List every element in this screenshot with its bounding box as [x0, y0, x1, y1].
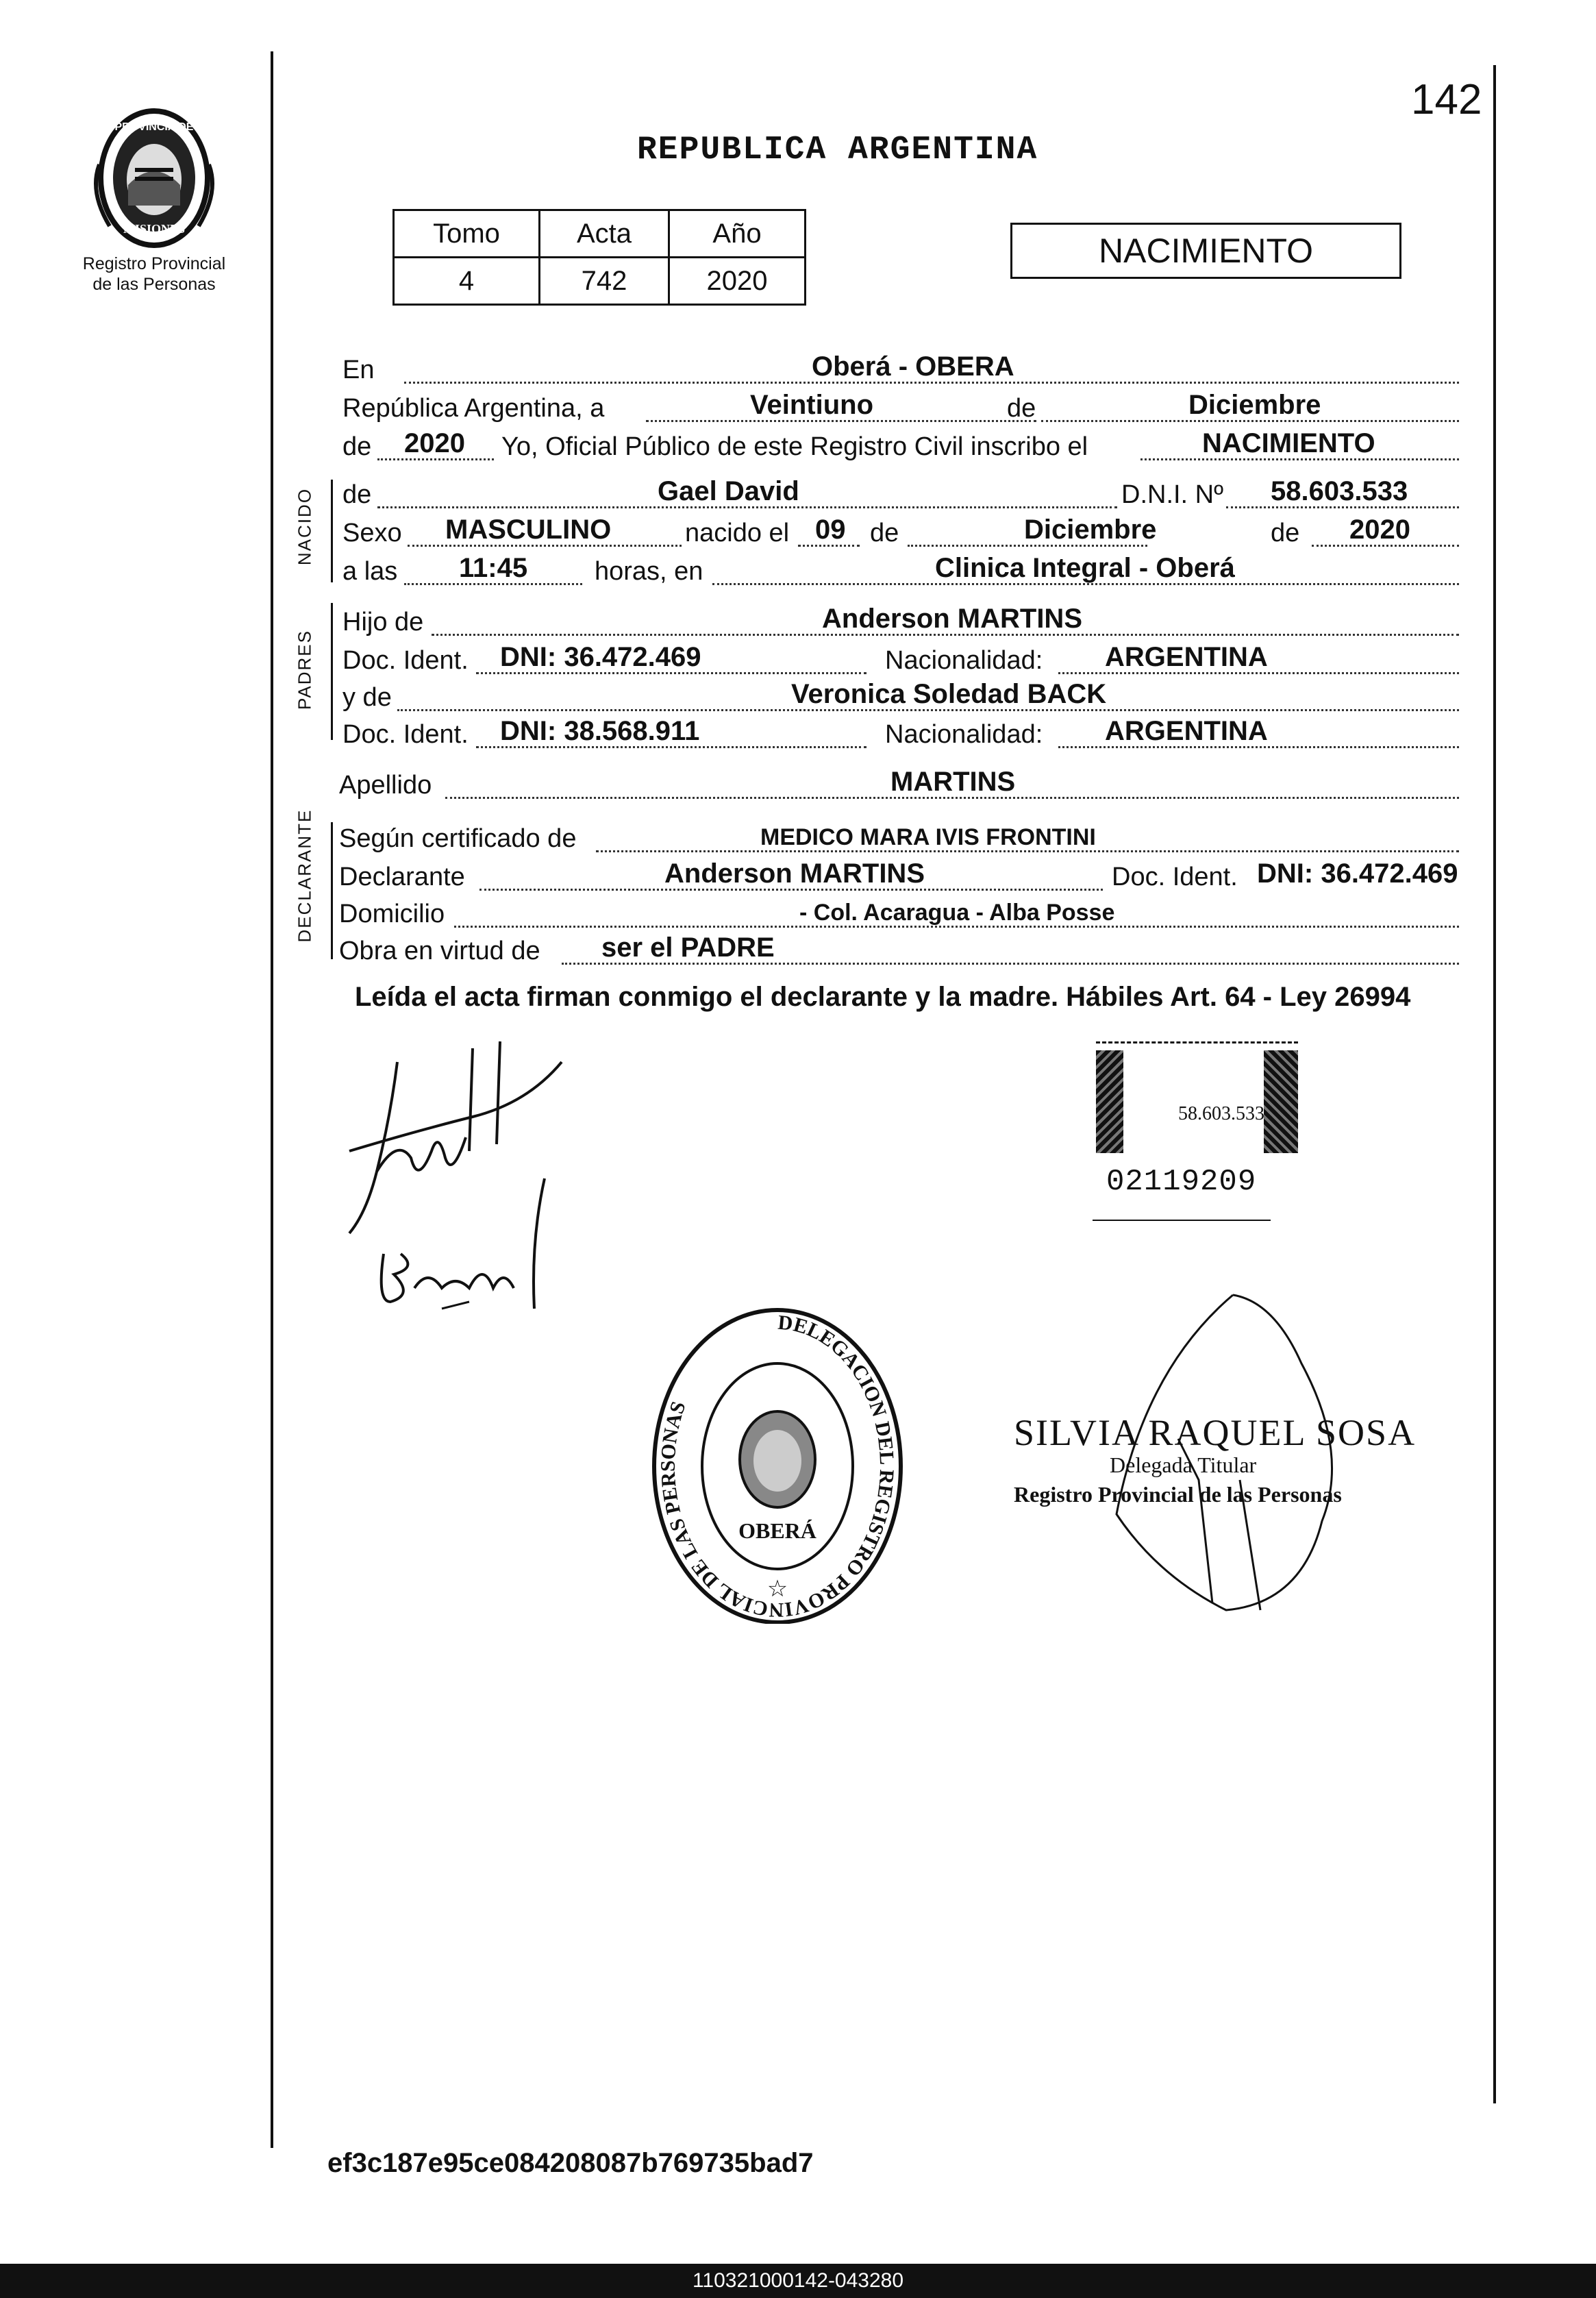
label-de: de	[1007, 394, 1036, 423]
row-obra	[339, 930, 1462, 969]
label-a-las: a las	[342, 557, 398, 586]
row-declarante	[339, 856, 1462, 895]
row-republica	[339, 388, 1462, 426]
label-horas: horas, en	[595, 557, 703, 586]
value-apellido: MARTINS	[890, 767, 1016, 797]
label-nacionalidad-2: Nacionalidad:	[885, 720, 1043, 749]
row-father-doc	[339, 640, 1462, 678]
ref-value-ano: 2020	[669, 258, 806, 305]
fingerprint-underline	[1093, 1220, 1271, 1221]
value-inscribo: NACIMIENTO	[1202, 428, 1375, 458]
value-name: Gael David	[658, 476, 799, 506]
document-hash: ef3c187e95ce084208087b769735bad7	[327, 2148, 814, 2178]
value-dni: 58.603.533	[1271, 476, 1408, 506]
value-day: Veintiuno	[750, 390, 873, 420]
left-margin-line	[271, 51, 273, 2148]
nacido-bracket	[331, 480, 333, 582]
row-sexo	[339, 512, 1462, 551]
label-doc-ident-3: Doc. Ident.	[1112, 863, 1238, 891]
label-doc-ident-2: Doc. Ident.	[342, 720, 469, 749]
ref-value-acta: 742	[540, 258, 669, 305]
signatory-org: Registro Provincial de las Personas	[1014, 1482, 1342, 1507]
label-domicilio: Domicilio	[339, 900, 445, 928]
registry-logo	[65, 103, 243, 295]
value-birth-day: 09	[815, 515, 846, 545]
logo-caption-line2: de las Personas	[92, 275, 216, 294]
mother-signature	[366, 1172, 558, 1322]
label-nacido-el: nacido el	[685, 519, 790, 547]
label-republica: República Argentina, a	[342, 394, 605, 423]
fingerprint-code: 02119209	[1106, 1165, 1257, 1199]
label-segun: Según certificado de	[339, 824, 577, 853]
value-en: Oberá - OBERA	[812, 351, 1014, 382]
reference-table	[392, 209, 806, 306]
value-father: Anderson MARTINS	[822, 604, 1082, 634]
logo-caption-line1: Registro Provincial	[82, 254, 226, 273]
label-declarante: Declarante	[339, 863, 465, 891]
row-domicilio	[339, 893, 1462, 932]
value-place: Clinica Integral - Oberá	[935, 553, 1235, 583]
label-sexo: Sexo	[342, 519, 402, 547]
fingerprint-right-mark	[1264, 1050, 1298, 1153]
section-label-declarante: DECLARANTE	[294, 808, 315, 943]
value-year: 2020	[404, 428, 465, 458]
stamp-star-icon: ☆	[766, 1576, 788, 1602]
right-margin-line	[1493, 65, 1496, 2103]
official-stamp	[647, 1302, 908, 1624]
value-sexo: MASCULINO	[445, 515, 612, 545]
row-time	[339, 551, 1462, 589]
section-label-padres: PADRES	[294, 630, 315, 710]
ref-header-ano: Año	[669, 210, 806, 258]
section-label-nacido: NACIDO	[294, 487, 315, 566]
ref-value-tomo: 4	[394, 258, 540, 305]
value-birth-month: Diciembre	[1024, 515, 1157, 545]
value-declarante-doc: DNI: 36.472.469	[1257, 858, 1458, 889]
label-hijo: Hijo de	[342, 608, 424, 637]
label-de5: de	[1271, 519, 1300, 547]
value-mother-doc: DNI: 38.568.911	[500, 716, 700, 746]
value-declarante: Anderson MARTINS	[664, 858, 925, 889]
record-type-box: NACIMIENTO	[1010, 223, 1401, 279]
fingerprint-left-mark	[1096, 1050, 1123, 1153]
row-yo	[339, 426, 1462, 465]
closing-statement: Leída el acta firman conmigo el declarante y la madre. Hábiles Art. 64 - Ley 26994	[355, 982, 1411, 1012]
row-mother	[339, 677, 1462, 715]
footer-code: 110321000142-043280	[0, 2264, 1596, 2298]
row-en	[339, 349, 1462, 388]
value-mother-nat: ARGENTINA	[1105, 716, 1268, 746]
label-yo: Yo, Oficial Público de este Registro Civil inscribo el	[501, 432, 1088, 461]
province-seal-icon	[86, 103, 223, 254]
page-number: 142	[1411, 76, 1482, 123]
seal-bottom-text: MISIONES	[123, 222, 186, 236]
label-de2: de	[342, 432, 372, 461]
value-obra: ser el PADRE	[601, 932, 775, 963]
row-segun	[339, 818, 1462, 856]
row-mother-doc	[339, 714, 1462, 752]
value-month: Diciembre	[1188, 390, 1321, 420]
label-obra: Obra en virtud de	[339, 937, 540, 965]
row-hijo	[339, 602, 1462, 640]
fingerprint-number: 58.603.533	[1178, 1103, 1264, 1124]
row-name	[339, 474, 1462, 512]
label-de3: de	[342, 480, 372, 509]
label-y-de: y de	[342, 683, 392, 712]
label-dni: D.N.I. Nº	[1121, 480, 1223, 509]
value-father-doc: DNI: 36.472.469	[500, 642, 701, 672]
value-domicilio: - Col. Acaragua - Alba Posse	[799, 900, 1115, 926]
label-apellido: Apellido	[339, 771, 432, 800]
value-mother: Veronica Soledad BACK	[791, 679, 1107, 709]
label-doc-ident: Doc. Ident.	[342, 646, 469, 675]
value-time: 11:45	[459, 553, 528, 583]
label-de4: de	[870, 519, 899, 547]
value-segun: MEDICO MARA IVIS FRONTINI	[760, 824, 1096, 850]
ref-header-acta: Acta	[540, 210, 669, 258]
row-apellido	[339, 765, 1462, 803]
declarante-bracket	[331, 822, 333, 959]
padres-bracket	[331, 603, 333, 740]
ref-header-tomo: Tomo	[394, 210, 540, 258]
fingerprint-box	[1096, 1041, 1298, 1146]
document-title: REPUBLICA ARGENTINA	[637, 132, 1038, 169]
signatory-name: SILVIA RAQUEL SOSA	[1014, 1412, 1417, 1453]
signatory-role: Delegada Titular	[1110, 1453, 1257, 1477]
stamp-city: OBERÁ	[738, 1518, 816, 1543]
stamp-ring-textpath: DELEGACION DEL REGISTRO PROVINCIAL DE LAS PERSONAS	[656, 1311, 899, 1622]
seal-top-text: PROVINCIA DE	[114, 121, 194, 133]
value-father-nat: ARGENTINA	[1105, 642, 1268, 672]
label-nacionalidad: Nacionalidad:	[885, 646, 1043, 675]
value-birth-year: 2020	[1349, 515, 1410, 545]
label-en: En	[342, 356, 375, 384]
